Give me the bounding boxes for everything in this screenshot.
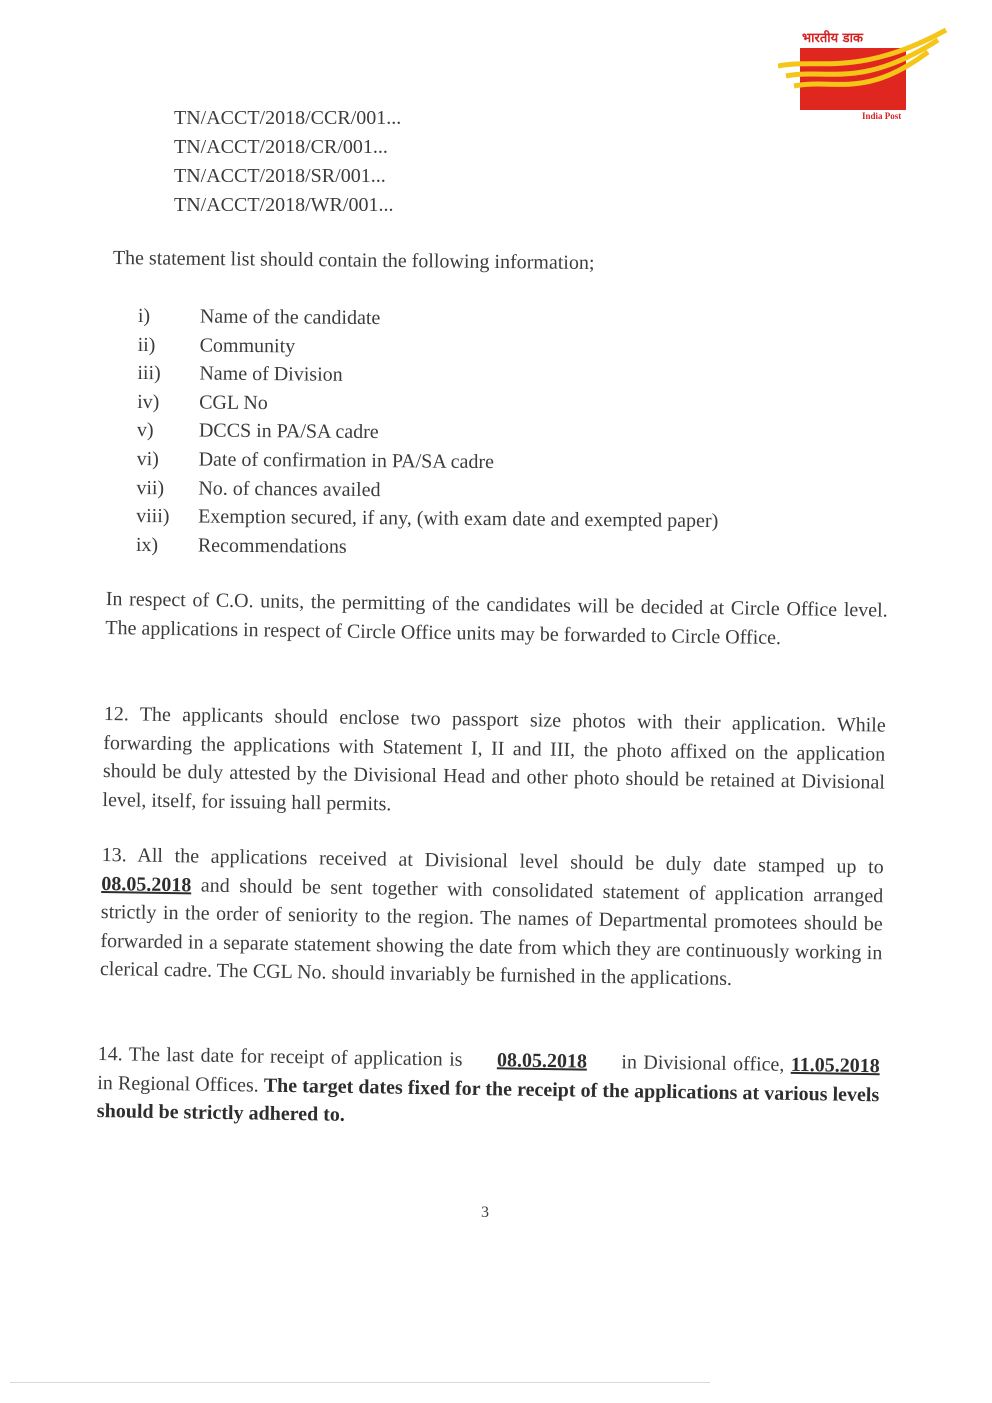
para13-text-before: 13. All the applications received at Divisional level should be duly date stamped up to <box>101 843 884 879</box>
logo-hindi-text: भारतीय डाक <box>802 31 863 46</box>
list-item-number: iv) <box>137 390 160 413</box>
reference-line: TN/ACCT/2018/WR/001... <box>174 194 394 216</box>
para14-divisional-date: 08.05.2018 <box>496 1049 588 1073</box>
para14-regional-date: 11.05.2018 <box>790 1053 880 1078</box>
list-item-text: No. of chances availed <box>198 477 381 501</box>
list-item-number: iii) <box>137 362 161 385</box>
list-item-text: DCCS in PA/SA cadre <box>198 419 379 444</box>
list-item-number: viii) <box>136 505 170 528</box>
list-item-text: Exemption secured, if any, (with exam date and exempted paper) <box>198 505 719 533</box>
reference-numbers <box>174 104 401 220</box>
list-item-text: Recommendations <box>197 534 347 558</box>
para13-text-after: and should be sent together with consolidated statement of application arranged strictly in the order of seniority to the region. The names of Departmental promotees should be forwarded in a separate statement showing the date from which they are continuously working in clerical cadre. The CGL No. should invariably be furnished in the applications. <box>99 874 884 990</box>
divider <box>10 1382 710 1383</box>
list-item <box>136 531 718 565</box>
list-item-number: vi) <box>136 447 159 471</box>
para14-text-middle: in Divisional office, <box>621 1051 785 1076</box>
list-item-number: v) <box>136 419 154 442</box>
list-item-number: ii) <box>137 333 156 356</box>
paragraph-12-photos: 12. The applicants should enclose two passport size photos with their application. While forwarding the applications with Statement I, II and III, the photo affixed on the application should be duly attested by the Divisional Head and other photo should be retained at Divisional level, itself, for issuing hall permits. <box>102 702 886 815</box>
reference-line: TN/ACCT/2018/CR/001... <box>174 136 388 158</box>
para14-text-regional: in Regional Offices. <box>97 1071 259 1097</box>
para14-bold-note: The target dates fixed for the receipt of the applications at various levels should be strictly adhered to. <box>96 1074 880 1126</box>
list-item-number: i) <box>137 304 151 328</box>
list-item-text: Name of Division <box>199 362 343 386</box>
list-item-number: ix) <box>135 533 159 556</box>
list-item-text: Community <box>199 334 296 357</box>
reference-line: TN/ACCT/2018/CCR/001... <box>174 107 402 129</box>
para13-date: 08.05.2018 <box>101 872 192 896</box>
india-post-logo <box>778 28 948 128</box>
paragraph-circle-office: In respect of C.O. units, the permitting of the candidates will be decided at Circle Office level. The applications in respect of Circle Office units may be forwarded to Circle Office. <box>105 587 888 649</box>
page-number: 3 <box>481 1204 489 1221</box>
list-item-text: Name of the candidate <box>199 305 381 330</box>
logo-english-text: India Post <box>862 111 902 121</box>
list-item-text: CGL No <box>199 391 268 414</box>
list-item-number: vii) <box>136 476 165 499</box>
para14-text-before: 14. The last date for receipt of application is <box>97 1042 463 1071</box>
paragraph-13-divisional <box>100 841 884 996</box>
statement-intro: The statement list should contain the following information; <box>112 247 595 275</box>
list-item-text: Date of confirmation in PA/SA cadre <box>198 448 495 474</box>
reference-line: TN/ACCT/2018/SR/001... <box>174 165 386 187</box>
information-list <box>136 302 720 564</box>
paragraph-14-last-date <box>97 1040 880 1138</box>
